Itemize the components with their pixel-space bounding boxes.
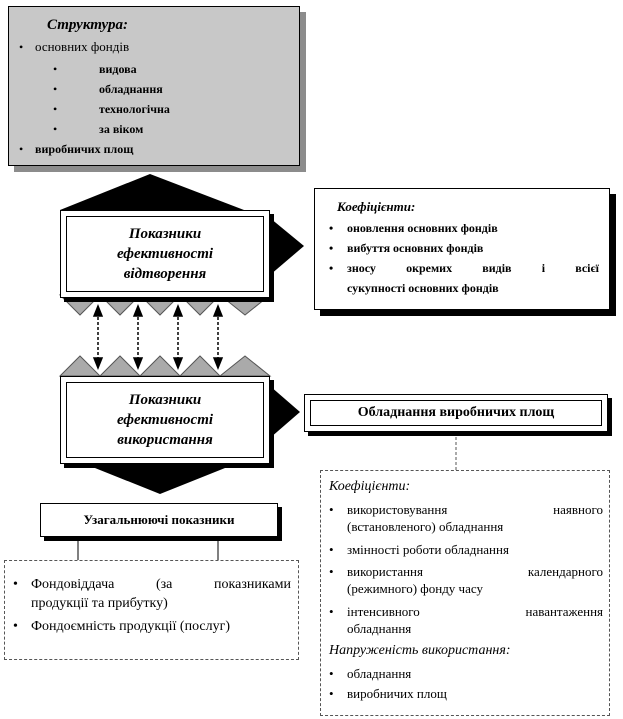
coef-renewal: • оновлення основних фондів xyxy=(329,221,498,235)
structure-item-technological: • технологічна xyxy=(53,102,170,116)
coef-equip-usage-line2: (встановленого) обладнання xyxy=(347,519,504,534)
intensity-equipment: • обладнання xyxy=(329,666,412,681)
coef-equip-calendar-line2: (режимного) фонду часу xyxy=(347,581,483,596)
indicator-capital-productivity-line1: • Фондовіддача (за показниками xyxy=(13,577,291,592)
coef-equip-usage-line1: • використовування наявного xyxy=(329,502,603,517)
usage-line1: Показники xyxy=(128,392,202,408)
usage-line2: ефективності xyxy=(116,412,214,428)
right-arrow-coefficients xyxy=(270,218,304,275)
coef-equip-intensive-line1: • інтенсивного навантаження xyxy=(329,604,603,619)
structure-item-species: • видова xyxy=(53,62,137,76)
reproduction-line3: відтворення xyxy=(123,266,207,282)
reproduction-line1: Показники xyxy=(128,226,202,242)
structure-item-fixed-assets: • основних фондів xyxy=(19,39,130,54)
up-triangle-top xyxy=(60,174,244,210)
structure-item-areas: • виробничих площ xyxy=(19,142,134,156)
zigzag-bottom-reproduction xyxy=(60,295,270,315)
equipment-areas-box xyxy=(304,394,608,432)
intensity-areas: • виробничих площ xyxy=(329,686,447,701)
reproduction-line2: ефективності xyxy=(116,246,214,262)
structure-item-equipment: • обладнання xyxy=(53,82,163,96)
right-arrow-equipment xyxy=(270,386,300,438)
coefficients-fixed-title: Коефіцієнти: xyxy=(337,199,416,214)
coefficients-equipment-title: Коефіцієнти: xyxy=(329,479,411,494)
structure-item-age: • за віком xyxy=(53,122,144,136)
coefficients-equipment-box xyxy=(320,470,610,716)
intensity-title: Напруженість використання: xyxy=(329,643,511,658)
reproduction-indicators-box xyxy=(60,210,270,298)
zigzag-top-usage xyxy=(60,356,270,376)
down-triangle-general xyxy=(80,462,240,494)
usage-line3: використання xyxy=(117,432,213,448)
usage-indicators-box xyxy=(60,376,270,464)
general-indicators-box xyxy=(40,503,278,537)
coef-equip-shift: • змінності роботи обладнання xyxy=(329,542,509,557)
coef-wear-line1: • зносу окремих видів і всієї xyxy=(329,261,599,275)
coef-equip-intensive-line2: обладнання xyxy=(347,621,412,636)
coef-wear-line2: сукупності основних фондів xyxy=(347,281,499,295)
equipment-label: Обладнання виробничих площ xyxy=(310,400,602,426)
indicator-capital-productivity-line2: продукції та прибутку) xyxy=(31,596,168,611)
coefficients-fixed-assets-box xyxy=(314,188,610,310)
indicator-capital-intensity: • Фондоємність продукції (послуг) xyxy=(13,619,231,634)
general-indicators-list xyxy=(4,560,299,660)
general-indicators-label: Узагальнюючі показники xyxy=(83,512,235,527)
coef-equip-calendar-line1: • використання календарного xyxy=(329,564,603,579)
coef-retirement: • вибуття основних фондів xyxy=(329,241,484,255)
structure-title: Структура: xyxy=(47,17,128,33)
